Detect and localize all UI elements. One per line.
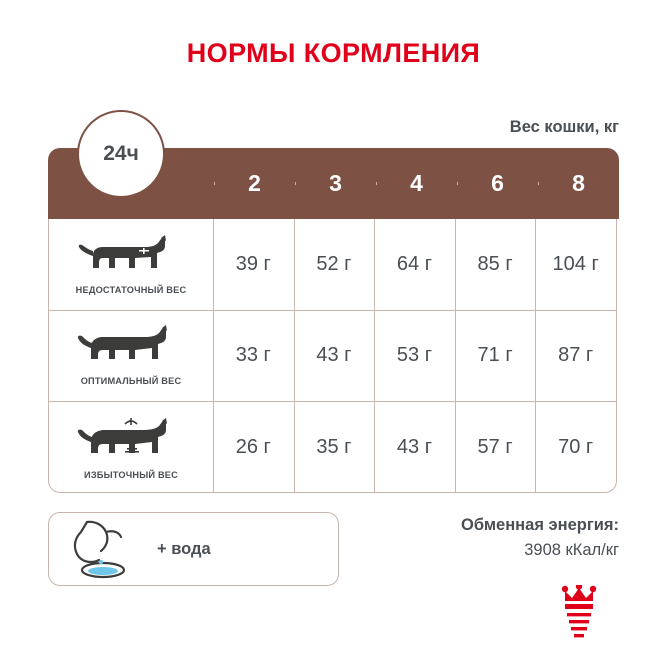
royal-canin-crown-logo [561, 585, 625, 641]
cell-r1-c4: 87 г [535, 311, 616, 400]
table-body [48, 219, 617, 493]
column-header-2: 4 [376, 170, 457, 197]
water-label: + вода [157, 539, 211, 558]
metabolizable-energy [461, 516, 619, 560]
table-row [49, 402, 616, 493]
cat-drinking-water-icon [49, 518, 157, 580]
table-row [49, 310, 616, 401]
cell-r0-c0: 39 г [213, 219, 294, 310]
cell-r2-c4: 70 г [535, 402, 616, 493]
clock-label: 24ч [103, 142, 139, 165]
cell-r0-c2: 64 г [374, 219, 455, 310]
cell-r0-c3: 85 г [455, 219, 536, 310]
cell-r1-c2: 53 г [374, 311, 455, 400]
table-row [49, 219, 616, 310]
column-header-3: 6 [457, 170, 538, 197]
row-label-optimal [49, 325, 213, 386]
row-label-text: ИЗБЫТОЧНЫЙ ВЕС [84, 469, 178, 480]
clock-badge [77, 110, 165, 198]
column-header-1: 3 [295, 170, 376, 197]
cat-underweight-icon [77, 234, 185, 281]
row-label-text: ОПТИМАЛЬНЫЙ ВЕС [80, 376, 182, 387]
cell-r2-c0: 26 г [213, 402, 294, 493]
energy-value: 3908 кКал/кг [524, 541, 619, 559]
cell-r0-c1: 52 г [294, 219, 375, 310]
cell-r1-c3: 71 г [455, 311, 536, 400]
page-title: НОРМЫ КОРМЛЕНИЯ [186, 38, 481, 68]
water-box [48, 512, 339, 586]
cell-r2-c1: 35 г [294, 402, 375, 493]
weight-header-label: Вес кошки, кг [509, 118, 619, 136]
energy-label: Обменная энергия: [461, 516, 619, 534]
cell-r1-c0: 33 г [213, 311, 294, 400]
column-header-0: 2 [214, 170, 295, 197]
cat-overweight-icon [77, 415, 185, 466]
cat-optimal-icon [77, 325, 185, 372]
row-label-overweight [49, 415, 213, 480]
column-header-4: 8 [538, 170, 619, 197]
cell-r2-c2: 43 г [374, 402, 455, 493]
cell-r0-c4: 104 г [535, 219, 616, 310]
cell-r1-c1: 43 г [294, 311, 375, 400]
feeding-table [48, 148, 619, 495]
row-label-underweight [49, 234, 213, 295]
row-label-text: НЕДОСТАТОЧНЫЙ ВЕС [75, 285, 187, 296]
cell-r2-c3: 57 г [455, 402, 536, 493]
